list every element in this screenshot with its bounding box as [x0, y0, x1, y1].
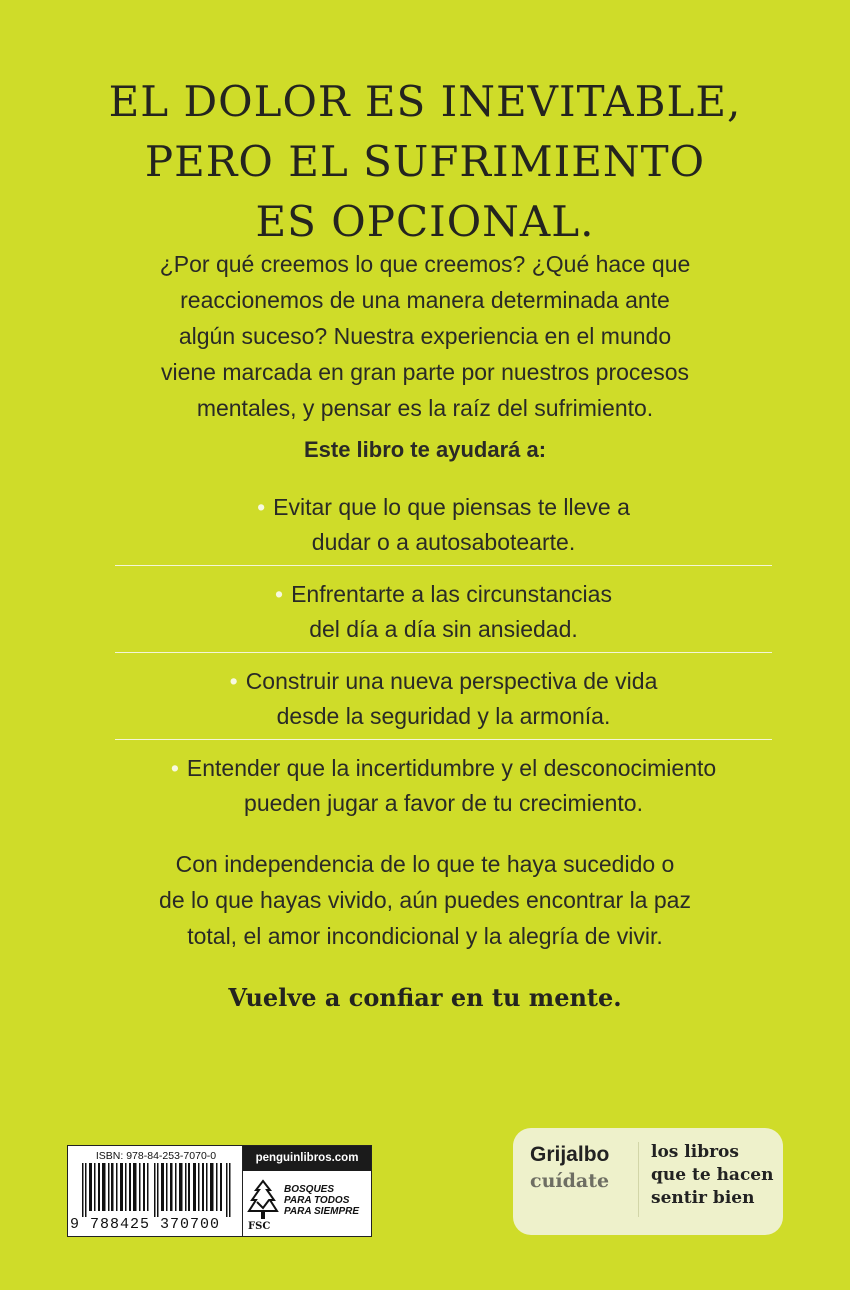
- benefit-text: Evitar que lo que piensas te lleve a: [273, 494, 630, 520]
- benefit-item: [115, 740, 772, 826]
- headline-line: PERO EL SUFRIMIENTO: [144, 137, 706, 186]
- benefit-text: Enfrentarte a las circunstancias: [291, 581, 612, 607]
- bullet-icon: •: [257, 494, 266, 520]
- fsc-tree-icon: [246, 1178, 280, 1224]
- benefit-text: del día a día sin ansiedad.: [309, 616, 578, 642]
- barcode-icon: [82, 1163, 232, 1217]
- closing-line: Con independencia de lo que te haya sucedido o: [175, 851, 675, 877]
- intro-line: mentales, y pensar es la raíz del sufrimiento.: [196, 395, 654, 421]
- bullet-icon: •: [275, 581, 284, 607]
- barcode-block: [67, 1145, 372, 1237]
- fsc-label: FSC: [248, 1221, 271, 1232]
- benefit-text: dudar o a autosabotearte.: [311, 529, 576, 555]
- benefit-text: desde la seguridad y la armonía.: [276, 703, 611, 729]
- intro-line: ¿Por qué creemos lo que creemos? ¿Qué hace que: [159, 251, 691, 277]
- benefits-lead: Este libro te ayudará a:: [303, 437, 547, 462]
- benefit-text: Entender que la incertidumbre y el desconocimiento: [186, 755, 717, 781]
- isbn-label: ISBN: 978-84-253-7070-0: [95, 1150, 217, 1162]
- intro-line: viene marcada en gran parte por nuestros procesos: [160, 359, 690, 385]
- benefit-item: [115, 653, 772, 739]
- divider: [638, 1142, 639, 1217]
- intro-line: algún suceso? Nuestra experiencia en el mundo: [178, 323, 672, 349]
- benefit-text: pueden jugar a favor de tu crecimiento.: [244, 790, 643, 816]
- benefit-item: [115, 490, 772, 565]
- closing-line: total, el amor incondicional y la alegría de vivir.: [187, 923, 663, 949]
- website-label: penguinlibros.com: [243, 1146, 371, 1171]
- headline-line: EL DOLOR ES INEVITABLE,: [108, 77, 742, 126]
- closing-line: de lo que hayas vivido, aún puedes encontrar la paz: [159, 887, 691, 913]
- publisher-badge: [513, 1128, 783, 1235]
- intro-paragraph: [0, 246, 850, 426]
- barcode-number: 9 788425 370700: [70, 1216, 221, 1233]
- publisher-slogan: los libros que te hacen sentir bien: [651, 1142, 774, 1208]
- benefits-list: [115, 490, 772, 826]
- intro-line: reaccionemos de una manera determinada ante: [180, 287, 670, 313]
- closing-paragraph: [0, 846, 850, 954]
- publisher-name: Grijalbo: [530, 1143, 610, 1166]
- benefit-text: Construir una nueva perspectiva de vida: [245, 668, 658, 694]
- bullet-icon: •: [170, 755, 179, 781]
- headline-line: ES OPCIONAL.: [255, 197, 595, 246]
- bullet-icon: •: [229, 668, 238, 694]
- benefit-item: [115, 566, 772, 652]
- tagline: Vuelve a confiar en tu mente.: [228, 983, 622, 1012]
- headline: [0, 72, 850, 252]
- publisher-imprint: cuídate: [530, 1170, 610, 1192]
- fsc-text: BOSQUES PARA TODOS PARA SIEMPRE: [284, 1184, 360, 1217]
